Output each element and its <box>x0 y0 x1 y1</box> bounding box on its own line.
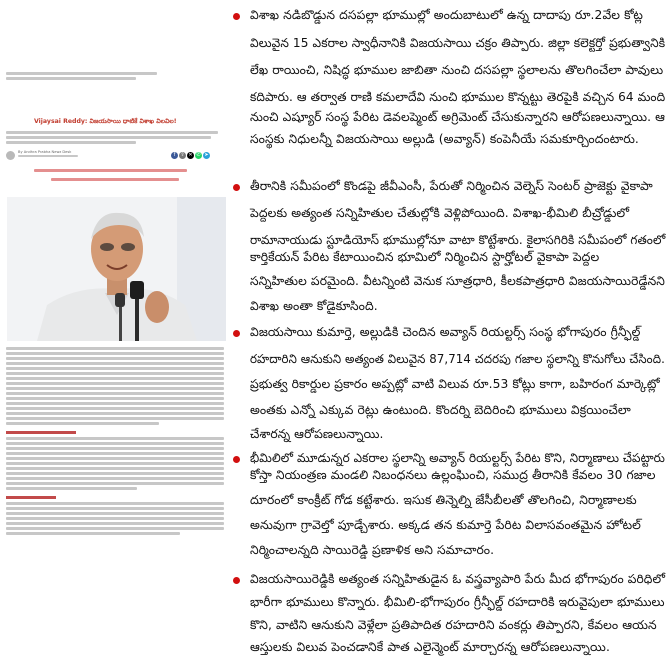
text-line: ప్రభుత్వ రికార్డుల ప్రకారం అప్పట్లో వాటి విలువ రూ.53 కోట్లు కాగా, బహిరంగ మార్కెట్లో <box>250 377 660 391</box>
person-photo-icon <box>7 197 226 341</box>
bullet-icon <box>233 330 240 337</box>
text-line: కార్తికేయన్ పేరిట కేటాయించిన భూమిలో నిర్మించిన స్టార్హోటల్ వైకాపా పెద్దల <box>250 250 600 264</box>
telegram-icon[interactable]: ➤ <box>204 152 209 158</box>
text-line: అంతకు ఎన్నో ఎక్కువ రెట్లు ఉంటుంది. కొందర్ని బెదిరించి భూములు విక్రయించేలా <box>250 403 631 417</box>
share-icon[interactable]: ⇪ <box>180 152 185 158</box>
text-line: విశాఖ నడిబొడ్డున దసపల్లా భూముల్లో అందుబాటులో ఉన్న దాదాపు రూ.2వేల కోట్ల <box>250 8 643 22</box>
article-bullet-points <box>232 0 667 660</box>
text-line: విలువైన 15 ఎకరాల స్వాధీనానికి విజయసాయి చక్రం తిప్పారు. జిల్లా కలెక్టర్తో ప్రభుత్వానికి <box>250 36 666 50</box>
author-avatar <box>6 151 15 160</box>
byline <box>18 150 118 159</box>
thumbnail-header-text <box>6 72 222 82</box>
facebook-icon[interactable]: f <box>171 152 178 159</box>
x-icon[interactable]: ✕ <box>188 152 193 158</box>
bullet-icon <box>233 456 240 463</box>
text-line: విజయసాయిరెడ్డికి అత్యంత సన్నిహితుడైన ఓ వస్త్రవ్యాపారి పేరు మీద భోగాపురం పరిధిలో <box>250 572 666 586</box>
text-line: పెద్దలకు అత్యంత సన్నిహితుల చేతుల్లోకి వెళ్లిపోయింది. విశాఖ-భీమిలి బీచ్రోడ్డులో <box>250 206 630 220</box>
text-line: విశాఖ అంతా కోడైకూసింది. <box>250 299 378 313</box>
text-line: కొని, వాటిని ఆనుకుని వెళ్లేలా ప్రతిపాదిత రహదారిని వంకర్లు తిప్పారని, కేవలం ఆయన <box>250 618 657 632</box>
text-line: రహదారిని ఆనుకుని అత్యంత విలువైన 87,714 చదరపు గజాల స్థలాన్ని కొనుగోలు చేసింది. <box>250 352 665 366</box>
subheading-marker <box>6 431 76 434</box>
text-line: కదిపారు. ఆ తర్వాత రాణి కమలాదేవి నుంచి భూముల కొన్నట్టు తెరపైకి వచ్చిన 64 మంది <box>250 90 666 104</box>
subheading-marker-2 <box>6 496 56 499</box>
bullet-icon <box>233 577 240 584</box>
text-line: అనువుగా గ్రావెల్తో పూడ్చేశారు. అక్కడ తన కుమార్తె పేరిట విలాసవంతమైన హోటల్ <box>250 518 641 532</box>
share-buttons <box>171 152 210 159</box>
text-line: సన్నిహితుల పరమైంది. వీటన్నింటి వెనుక సూత్రధారి, కీలకపాత్రధారి విజయసాయిరెడ్డేనని <box>250 274 665 288</box>
text-line: కోస్తా నియంత్రణ మండలి నిబంధనలు ఉల్లంఘించి, సముద్ర తీరానికి కేవలం 30 గజాల <box>250 468 656 482</box>
text-line: దూరంలో కాంక్రీట్ గోడ కట్టేశారు. ఇసుక తిన్నెల్ని జేసీబీలతో తొలగించి, నిర్మాణాలకు <box>250 493 637 507</box>
byline-text: By Andhra Prabha Newz Desk <box>18 150 72 154</box>
bullet-icon <box>233 184 240 191</box>
text-line: నుంచి ఎష్యూర్ సంస్థ పేరిట డెవలప్మెంట్ అగ్రిమెంట్ చేసుకున్నారని ఆరోపణలున్నాయి. ఆ <box>250 110 666 124</box>
text-line: సంస్థకు నిధులన్నీ విజయసాయి అల్లుడి (అవ్యాన్) కంపెనీయే సమకూర్చిందంటారు. <box>250 132 639 146</box>
text-line: చేశారన్న ఆరోపణలున్నాయి. <box>250 427 384 441</box>
article-thumbnail-page <box>0 0 228 660</box>
text-line: భీమిలిలో మూడున్నర ఎకరాల స్థలాన్ని అవ్యాన్ రియల్టర్స్ పేరిట కొని, నిర్మాణాలు చేపట్టారు <box>250 451 665 465</box>
highlight-caption <box>34 169 204 183</box>
bullet-icon <box>233 13 240 20</box>
text-line: రామానాయుడు స్టూడియోస్ భూముల్లోనూ వాటా కొట్టేశారు. కైలాసగిరికి సమీపంలో గతంలో <box>250 233 666 247</box>
text-line: విజయసాయి కుమార్తె, అల్లుడికి చెందిన అవ్యాన్ రియల్టర్స్ సంస్థ భోగాపురం గ్రీన్ఫీల్డ్ <box>250 325 641 339</box>
article-body-preview <box>6 347 224 537</box>
whatsapp-icon[interactable]: ✆ <box>196 152 201 158</box>
article-summary <box>6 131 222 146</box>
article-title: Vijaysai Reddy: విజయసాయి ధాటికే విశాఖ విలవిల! <box>34 118 177 125</box>
text-line: లేఖ రాయించి, నిషిద్ధ భూముల జాబితా నుంచి దసపల్లా స్థలాలను తొలగించేలా పావులు <box>250 63 664 77</box>
text-line: ఆస్తులకు విలువ పెంచడానికే పాత ఎలైన్మెంట్ మార్చారన్న ఆరోపణలున్నాయి. <box>250 640 610 654</box>
person-speaking-at-microphone-photo <box>7 197 226 341</box>
text-line: నిర్మించాలన్నది సాయిరెడ్డి ప్రణాళిక అని సమాచారం. <box>250 543 495 557</box>
text-line: భారీగా భూములు కొన్నారు. భీమిలి-భోగాపురం గ్రీన్ఫీల్డ్ రహదారికి ఇరువైపులా భూములు <box>250 595 665 609</box>
text-line: తీరానికి సమీపంలో కొండపై జీవీఎంసీ, పేరుతో నిర్మించిన వెల్నెస్ సెంటర్ ప్రాజెక్టు వైకాపా <box>250 179 653 193</box>
